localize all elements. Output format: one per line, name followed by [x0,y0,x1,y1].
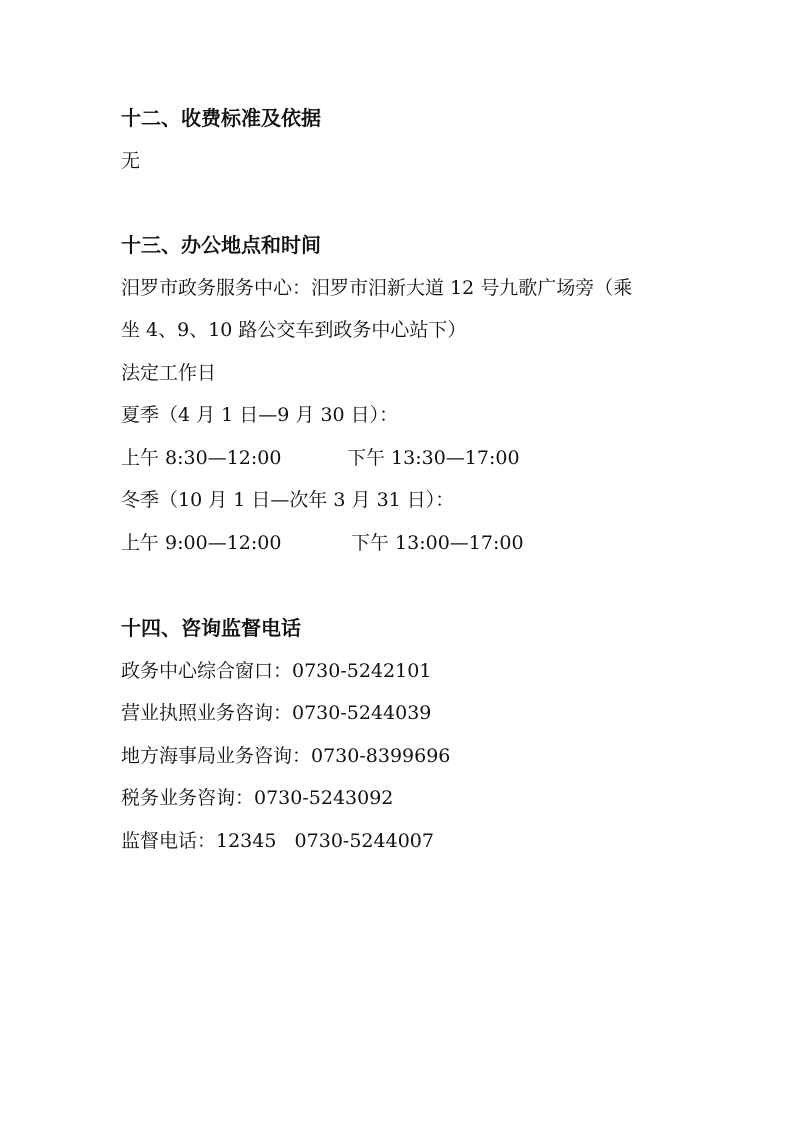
office-address-line-2: 坐 4、9、10 路公交车到政务中心站下） [121,319,467,341]
section-13-heading: 十三、办公地点和时间 [121,233,321,257]
winter-season-label: 冬季（10 月 1 日—次年 3 月 31 日）： [121,489,455,511]
phone-line-business-license: 营业执照业务咨询：0730-5244039 [121,702,432,724]
winter-afternoon-hours: 下午 13:00—17:00 [351,532,524,554]
phone-line-service-window: 政务中心综合窗口：0730-5242101 [121,660,432,682]
winter-morning-hours: 上午 9:00—12:00 [121,532,282,554]
phone-line-maritime: 地方海事局业务咨询：0730-8399696 [121,745,451,767]
phone-line-supervision: 监督电话：12345 0730-5244007 [121,830,434,852]
section-12-heading: 十二、收费标准及依据 [121,106,321,130]
summer-season-label: 夏季（4 月 1 日—9 月 30 日）： [121,404,399,426]
summer-morning-hours: 上午 8:30—12:00 [121,447,282,469]
summer-afternoon-hours: 下午 13:30—17:00 [347,447,520,469]
summer-hours-row [121,446,641,470]
winter-hours-row [121,531,641,555]
workday-label: 法定工作日 [121,362,217,384]
phone-line-tax: 税务业务咨询：0730-5243092 [121,787,394,809]
section-14-heading: 十四、咨询监督电话 [121,616,301,640]
section-12-content: 无 [121,150,141,172]
office-address-line-1: 汨罗市政务服务中心：汨罗市汨新大道 12 号九歌广场旁（乘 [121,277,633,299]
